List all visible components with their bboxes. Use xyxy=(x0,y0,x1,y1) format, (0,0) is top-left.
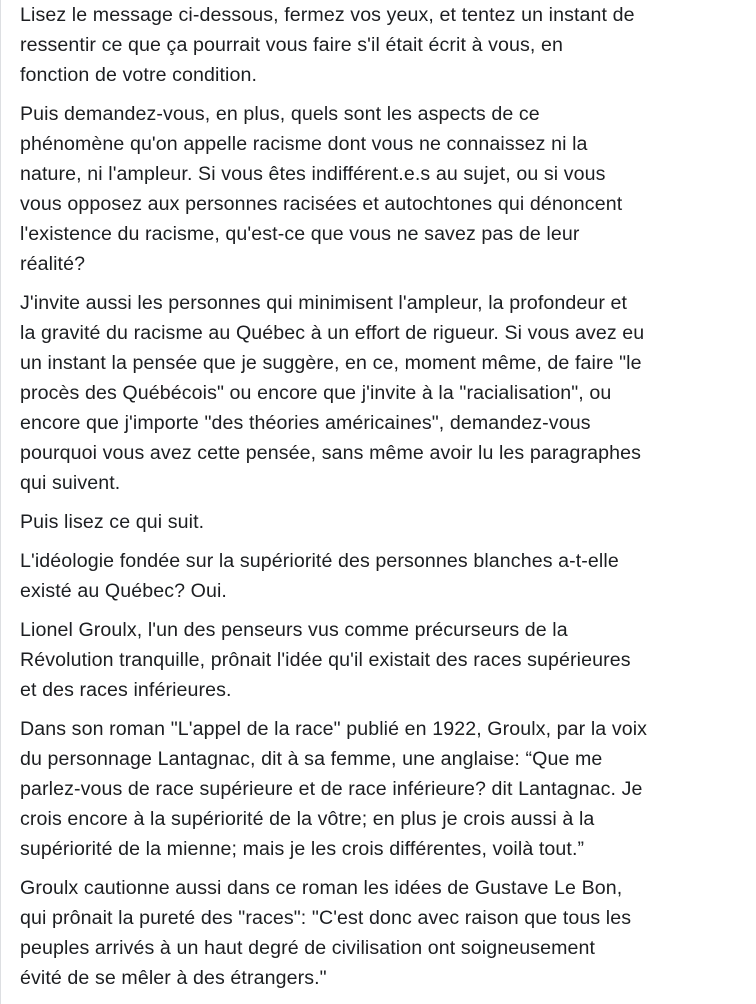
text-line: un instant la pensée que je suggère, en ce, moment même, de faire "le xyxy=(20,352,642,374)
text-line: J'invite aussi les personnes qui minimisent l'ampleur, la profondeur et xyxy=(20,292,628,314)
text-line: parlez-vous de race supérieure et de race inférieure? dit Lantagnac. Je xyxy=(20,778,643,800)
text-line: crois encore à la supériorité de la vôtre; en plus je crois aussi à la xyxy=(20,808,595,830)
text-line: qui prônait la pureté des "races": "C'est donc avec raison que tous les xyxy=(20,907,632,929)
text-line: Groulx cautionne aussi dans ce roman les idées de Gustave Le Bon, xyxy=(20,877,623,899)
text-line: encore que j'importe "des théories américaines", demandez-vous xyxy=(20,412,591,434)
paragraph xyxy=(20,714,756,864)
text-line: Lionel Groulx, l'un des penseurs vus comme précurseurs de la xyxy=(20,619,568,641)
text-line: supériorité de la mienne; mais je les crois différentes, voilà tout.” xyxy=(20,838,585,860)
text-line: procès des Québécois" ou encore que j'invite à la "racialisation", ou xyxy=(20,382,612,404)
text-line: Puis lisez ce qui suit. xyxy=(20,511,205,533)
text-line: phénomène qu'on appelle racisme dont vous ne connaissez ni la xyxy=(20,133,588,155)
text-line: la gravité du racisme au Québec à un effort de rigueur. Si vous avez eu xyxy=(20,322,645,344)
paragraph xyxy=(20,873,756,993)
text-line: nature, ni l'ampleur. Si vous êtes indifférent.e.s au sujet, ou si vous xyxy=(20,163,606,185)
text-line: et des races inférieures. xyxy=(20,679,232,701)
paragraph xyxy=(20,99,756,279)
text-line: peuples arrivés à un haut degré de civilisation ont soigneusement xyxy=(20,937,596,959)
text-line: Lisez le message ci-dessous, fermez vos yeux, et tentez un instant de xyxy=(20,4,635,26)
text-line: vous opposez aux personnes racisées et autochtones qui dénoncent xyxy=(20,193,623,215)
paragraph xyxy=(20,546,756,606)
text-line: qui suivent. xyxy=(20,472,121,494)
paragraph xyxy=(20,507,756,537)
text-line: existé au Québec? Oui. xyxy=(20,580,227,602)
paragraph xyxy=(20,615,756,705)
text-line: réalité? xyxy=(20,253,86,275)
text-line: évité de se mêler à des étrangers." xyxy=(20,967,327,989)
text-line: L'idéologie fondée sur la supériorité des personnes blanches a-t-elle xyxy=(20,550,619,572)
text-line: pourquoi vous avez cette pensée, sans même avoir lu les paragraphes xyxy=(20,442,641,464)
paragraph xyxy=(20,288,756,498)
text-line: du personnage Lantagnac, dit à sa femme, une anglaise: “Que me xyxy=(20,748,603,770)
text-line: Dans son roman "L'appel de la race" publié en 1922, Groulx, par la voix xyxy=(20,718,648,740)
paragraph xyxy=(20,0,756,90)
text-line: Révolution tranquille, prônait l'idée qu'il existait des races supérieures xyxy=(20,649,631,671)
post-body xyxy=(20,0,756,1002)
text-line: Puis demandez-vous, en plus, quels sont les aspects de ce xyxy=(20,103,540,125)
text-line: fonction de votre condition. xyxy=(20,64,257,86)
text-line: l'existence du racisme, qu'est-ce que vous ne savez pas de leur xyxy=(20,223,580,245)
text-line: ressentir ce que ça pourrait vous faire s'il était écrit à vous, en xyxy=(20,34,563,56)
